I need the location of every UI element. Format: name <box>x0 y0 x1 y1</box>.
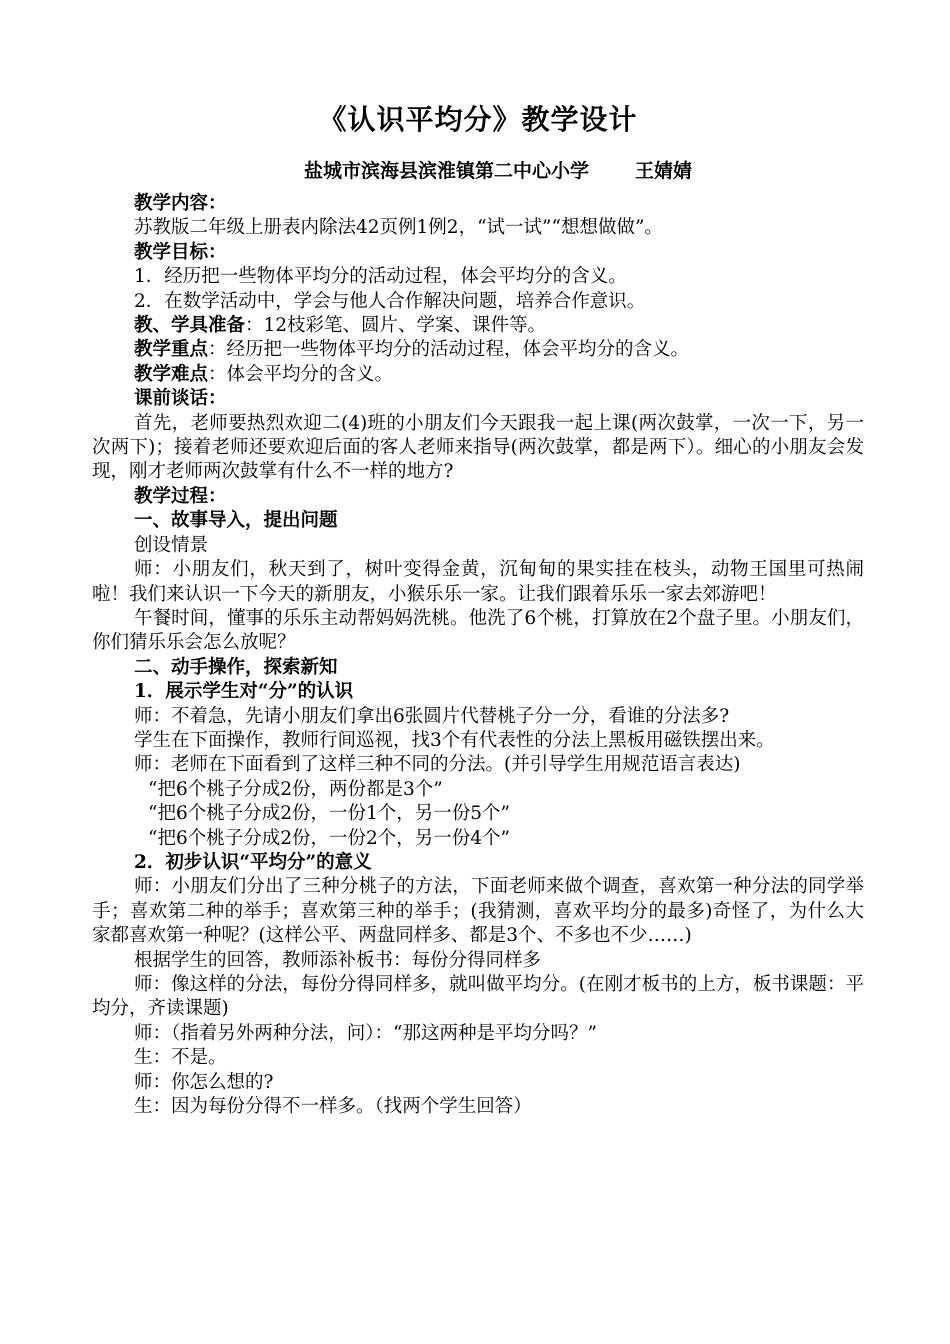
key-label: 教学重点 <box>134 339 209 361</box>
goal-item-1: 1．经历把一些物体平均分的活动过程，体会平均分的含义。 <box>134 266 627 288</box>
section1-sub: 创设情景 <box>134 534 209 556</box>
difficulty-text: ：体会平均分的含义。 <box>208 363 394 385</box>
goal-item-2: 2．在数学活动中，学会与他人合作解决问题，培养合作意识。 <box>134 290 646 312</box>
document-title: 《认识平均分》教学设计 <box>318 103 638 136</box>
quote-line-1: “把6个桃子分成2份，两份都是3个” <box>148 778 443 800</box>
school-name: 盐城市滨海县滨淮镇第二中心小学 <box>303 160 589 182</box>
section2-paragraph-7: 师：（指着另外两种分法，问）：“那这两种是平均分吗？” <box>134 1022 597 1044</box>
pretalk-text: 首先，老师要热烈欢迎二(4)班的小朋友们今天跟我一起上课(两次鼓掌，一次一下，另一次两下)；接着老师还要欢迎后面的客人老师来指导(两次鼓掌，都是两下）。细心的小朋友会发现，刚才老师两次鼓掌有什么不一样的地方? <box>92 412 864 483</box>
section2-paragraph-5: 根据学生的回答，教师添补板书：每份分得同样多 <box>134 949 542 971</box>
section2-paragraph-8: 生：不是。 <box>134 1047 227 1069</box>
section2-sub1: 1．展示学生对“分”的认识 <box>134 681 354 703</box>
author-line <box>92 158 864 184</box>
key-line <box>92 338 864 362</box>
pretalk-label: 课前谈话： <box>134 388 227 410</box>
process-label: 教学过程： <box>134 485 227 507</box>
prep-label: 教、学具准备 <box>134 315 246 337</box>
section2-paragraph-6: 师：像这样的分法，每份分得同样多，就叫做平均分。(在刚才板书的上方，板书课题：平均分，齐读课题) <box>92 974 864 1020</box>
section2-paragraph-2: 学生在下面操作，教师行间巡视，找3个有代表性的分法上黑板用磁铁摆出来。 <box>134 729 775 751</box>
section2-paragraph-10: 生：因为每份分得不一样多。（找两个学生回答） <box>134 1096 532 1118</box>
prep-line <box>92 314 864 338</box>
section2-paragraph-3: 师：老师在下面看到了这样三种不同的分法。(并引导学生用规范语言表达) <box>134 754 741 776</box>
difficulty-line <box>92 363 864 387</box>
quote-line-3: “把6个桃子分成2份，一份2个，另一份4个” <box>148 827 510 849</box>
section1-paragraph-1: 师：小朋友们，秋天到了，树叶变得金黄，沉甸甸的果实挂在枝头，动物王国里可热闹啦！我们来认识一下今天的新朋友，小猴乐乐一家。让我们跟着乐乐一家去郊游吧！ <box>92 559 864 605</box>
section2-paragraph-9: 师：你怎么想的? <box>134 1071 274 1093</box>
content-text: 苏教版二年级上册表内除法42页例1例2，“试一试”“想想做做”。 <box>134 217 663 239</box>
section1-heading: 一、故事导入，提出问题 <box>134 510 338 532</box>
content-label: 教学内容： <box>134 193 227 214</box>
quote-line-2: “把6个桃子分成2份，一份1个，另一份5个” <box>148 803 510 825</box>
difficulty-label: 教学难点 <box>134 363 209 385</box>
prep-text: ：12枝彩笔、圆片、学案、课件等。 <box>245 315 547 337</box>
section1-paragraph-2: 午餐时间，懂事的乐乐主动帮妈妈洗桃。他洗了6个桃，打算放在2个盘子里。小朋友们，你们猜乐乐会怎么放呢？ <box>92 607 864 654</box>
document-page <box>92 100 864 1119</box>
key-text: ：经历把一些物体平均分的活动过程，体会平均分的含义。 <box>208 339 690 361</box>
goals-label: 教学目标： <box>134 241 227 263</box>
section2-paragraph-1: 师：不着急，先请小朋友们拿出6张圆片代替桃子分一分，看谁的分法多? <box>134 705 730 727</box>
section2-paragraph-4: 师：小朋友们分出了三种分桃子的方法，下面老师来做个调查，喜欢第一种分法的同学举手；喜欢第二种的举手；喜欢第三种的举手；(我猜测，喜欢平均分的最多)奇怪了，为什么大家都喜欢第一种呢？(这样公平、两盘同样多、都是3个、不多也不少……) <box>92 876 864 947</box>
section2-sub2: 2．初步认识“平均分”的意义 <box>134 851 372 873</box>
section2-heading: 二、动手操作，探索新知 <box>134 656 338 678</box>
author-name: 王婧婧 <box>635 160 693 182</box>
